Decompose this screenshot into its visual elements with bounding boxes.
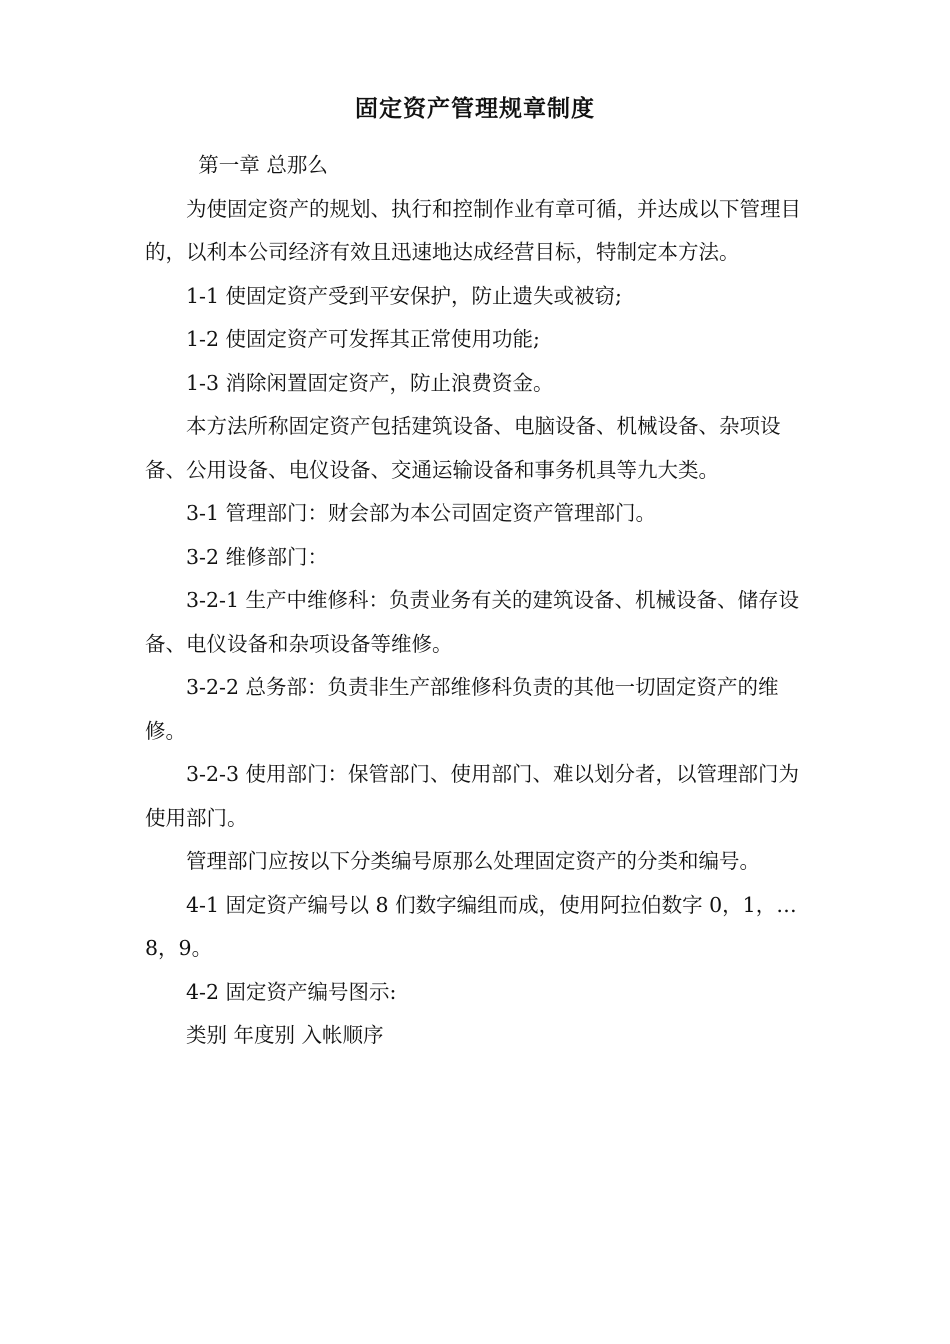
paragraph-item-1-2: 1-2 使固定资产可发挥其正常使用功能; [186,327,540,351]
paragraph-classification: 管理部门应按以下分类编号原那么处理固定资产的分类和编号。 [186,849,760,873]
paragraph-item-3-2-3: 3-2-3 使用部门：保管部门、使用部门、难以划分者，以管理部门为使用部门。 [145,762,799,830]
document-title: 固定资产管理规章制度 [355,95,595,122]
paragraph-item-4-2: 4-2 固定资产编号图示: [186,979,397,1004]
paragraph-item-3-2-2: 3-2-2 总务部：负责非生产部维修科负责的其他一切固定资产的维修。 [145,675,779,743]
paragraph-item-3-2: 3-2 维修部门： [186,544,329,569]
paragraph-scope: 本方法所称固定资产包括建筑设备、电脑设备、机械设备、杂项设备、公用设备、电仪设备、交通运输设备和事务机具等九大类。 [145,414,781,482]
paragraph-item-3-1: 3-1 管理部门：财会部为本公司固定资产管理部门。 [186,501,657,525]
paragraph-item-4-1: 4-1 固定资产编号以 8 们数字编组而成，使用阿拉伯数字 0，1，…8，9。 [145,892,797,960]
paragraph-purpose: 为使固定资产的规划、执行和控制作业有章可循，并达成以下管理目的，以利本公司经济有效且迅速地达成经营目标，特制定本方法。 [145,196,801,264]
paragraph-item-1-3: 1-3 消除闲置固定资产，防止浪费资金。 [186,370,554,395]
chapter-heading: 第一章 总那么 [198,153,328,177]
paragraph-item-3-2-1: 3-2-1 生产中维修科：负责业务有关的建筑设备、机械设备、储存设备、电仪设备和杂项设备等维修。 [145,588,799,656]
paragraph-code-legend: 类别 年度别 入帐顺序 [186,1023,384,1047]
paragraph-item-1-1: 1-1 使固定资产受到平安保护，防止遗失或被窃; [186,283,622,308]
document-body [145,144,805,1058]
